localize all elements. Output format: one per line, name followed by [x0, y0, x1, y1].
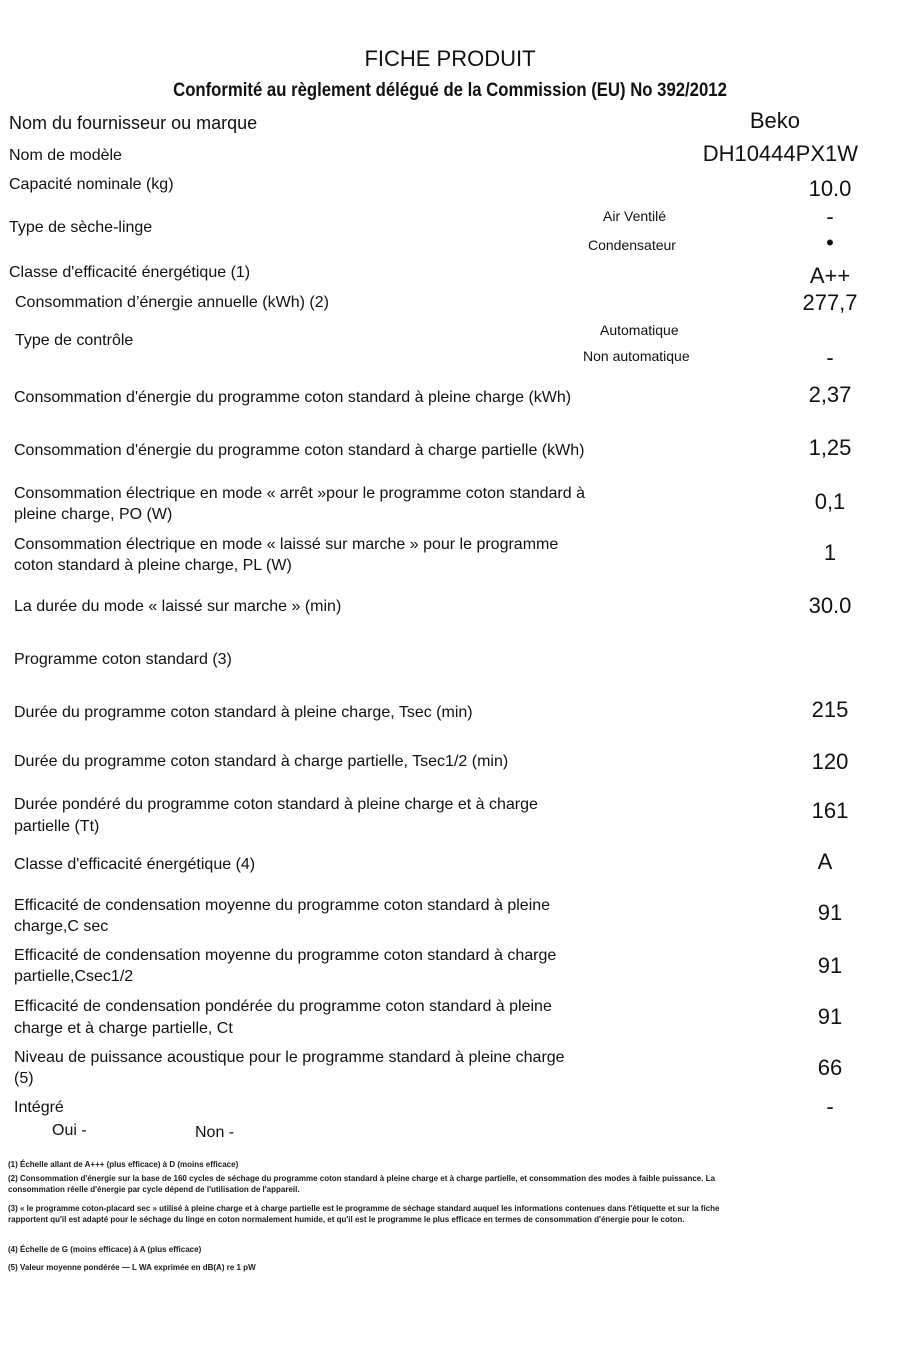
annual-energy-value: 277,7: [802, 290, 858, 315]
control-type-option-manual: Non automatique: [583, 348, 690, 364]
duration-weighted-label: Durée pondéré du programme coton standard à pleine charge et à charge: [14, 796, 538, 813]
duration-full-value: 215: [811, 697, 849, 722]
integrated-yes: Oui -: [52, 1122, 87, 1139]
supplier-value: Beko: [749, 108, 800, 133]
footnote-5: (5) Valeur moyenne pondérée — L WA exprimée en dB(A) re 1 pW: [8, 1263, 256, 1272]
model-value: DH10444PX1W: [702, 141, 858, 166]
cond-weighted-value: 91: [817, 1004, 843, 1029]
footnote-1: (1) Échelle allant de A+++ (plus efficace) à D (moins efficace): [8, 1160, 239, 1169]
noise-label: Niveau de puissance acoustique pour le programme standard à pleine charge: [14, 1049, 565, 1066]
capacity-value: 10.0: [808, 176, 852, 201]
capacity-label: Capacité nominale (kg): [9, 176, 174, 193]
power-left-on-label: Consommation électrique en mode « laissé sur marche » pour le programme: [14, 536, 559, 553]
annual-energy-label: Consommation d’énergie annuelle (kWh) (2): [15, 294, 329, 311]
duration-full-label: Durée du programme coton standard à pleine charge, Tsec (min): [14, 704, 473, 721]
cond-full-label: Efficacité de condensation moyenne du programme coton standard à pleine: [14, 897, 551, 914]
cond-weighted-label-cont: charge et à charge partielle, Ct: [14, 1020, 233, 1037]
standard-program-label: Programme coton standard (3): [14, 651, 232, 668]
control-type-label: Type de contrôle: [15, 332, 134, 349]
energy-full-value: 2,37: [808, 382, 852, 407]
cond-partial-label-cont: partielle,Csec1/2: [14, 968, 134, 985]
page-title: FICHE PRODUIT: [364, 46, 536, 71]
left-on-duration-value: 30.0: [808, 593, 852, 618]
page-subtitle: Conformité au règlement délégué de la Commission (EU) No 392/2012: [173, 80, 727, 101]
energy-full-label: Consommation d'énergie du programme coton standard à pleine charge (kWh): [14, 389, 572, 406]
cond-full-label-cont: charge,C sec: [14, 918, 109, 935]
cond-partial-label: Efficacité de condensation moyenne du programme coton standard à charge: [14, 947, 557, 964]
control-type-manual-value: -: [826, 345, 834, 370]
condensation-class-label: Classe d'efficacité énergétique (4): [14, 856, 256, 873]
energy-class-label: Classe d'efficacité énergétique (1): [9, 264, 251, 281]
noise-value: 66: [817, 1055, 843, 1080]
integrated-value: -: [826, 1094, 834, 1119]
dryer-type-option-condenser: Condensateur: [588, 237, 676, 253]
cond-partial-value: 91: [817, 953, 843, 978]
power-left-on-value: 1: [823, 540, 837, 565]
supplier-label: Nom du fournisseur ou marque: [9, 113, 258, 133]
left-on-duration-label: La durée du mode « laissé sur marche » (min): [14, 598, 342, 615]
energy-partial-label: Consommation d'énergie du programme coton standard à charge partielle (kWh): [14, 442, 585, 459]
integrated-no: Non -: [195, 1124, 235, 1141]
duration-partial-label: Durée du programme coton standard à charge partielle, Tsec1/2 (min): [14, 753, 509, 770]
duration-weighted-value: 161: [811, 798, 849, 823]
power-off-label: Consommation électrique en mode « arrêt »pour le programme coton standard à: [14, 485, 585, 502]
model-label: Nom de modèle: [9, 147, 122, 164]
control-type-option-auto: Automatique: [600, 322, 679, 338]
dryer-type-air-value: -: [826, 204, 834, 229]
noise-label-cont: (5): [14, 1070, 34, 1087]
energy-partial-value: 1,25: [808, 435, 852, 460]
integrated-label: Intégré: [14, 1099, 64, 1116]
dryer-type-condenser-value: •: [826, 230, 834, 255]
dryer-type-label: Type de sèche-linge: [9, 219, 153, 236]
duration-partial-value: 120: [811, 749, 849, 774]
footnote-2: (2) Consommation d'énergie sur la base de 160 cycles de séchage du programme coton standard à pleine charge et à charge partielle, et consommation des modes à faible puissance. La consommation réelle d'énergie par cycle dépend de l'utilisation de l'appareil.: [8, 1174, 716, 1194]
footnote-3: (3) « le programme coton-placard sec » utilisé à pleine charge et à charge partielle est le programme de séchage standard auquel les informations contenues dans l'étiquette et sur la fiche rapportent qu'il est adapté pour le séchage du linge en coton normalement humide, et qu'il est le programme le plus efficace en termes de consommation d'énergie pour le coton.: [8, 1204, 720, 1224]
cond-full-value: 91: [817, 900, 843, 925]
cond-weighted-label: Efficacité de condensation pondérée du programme coton standard à pleine: [14, 998, 552, 1015]
power-off-value: 0,1: [814, 489, 846, 514]
footnote-4: (4) Échelle de G (moins efficace) à A (plus efficace): [8, 1245, 202, 1254]
power-off-label-cont: pleine charge, PO (W): [14, 506, 173, 523]
power-left-on-label-cont: coton standard à pleine charge, PL (W): [14, 557, 292, 574]
condensation-class-value: A: [817, 849, 833, 874]
duration-weighted-label-cont: partielle (Tt): [14, 818, 100, 835]
energy-class-value: A++: [809, 263, 851, 288]
dryer-type-option-air: Air Ventilé: [603, 208, 667, 224]
